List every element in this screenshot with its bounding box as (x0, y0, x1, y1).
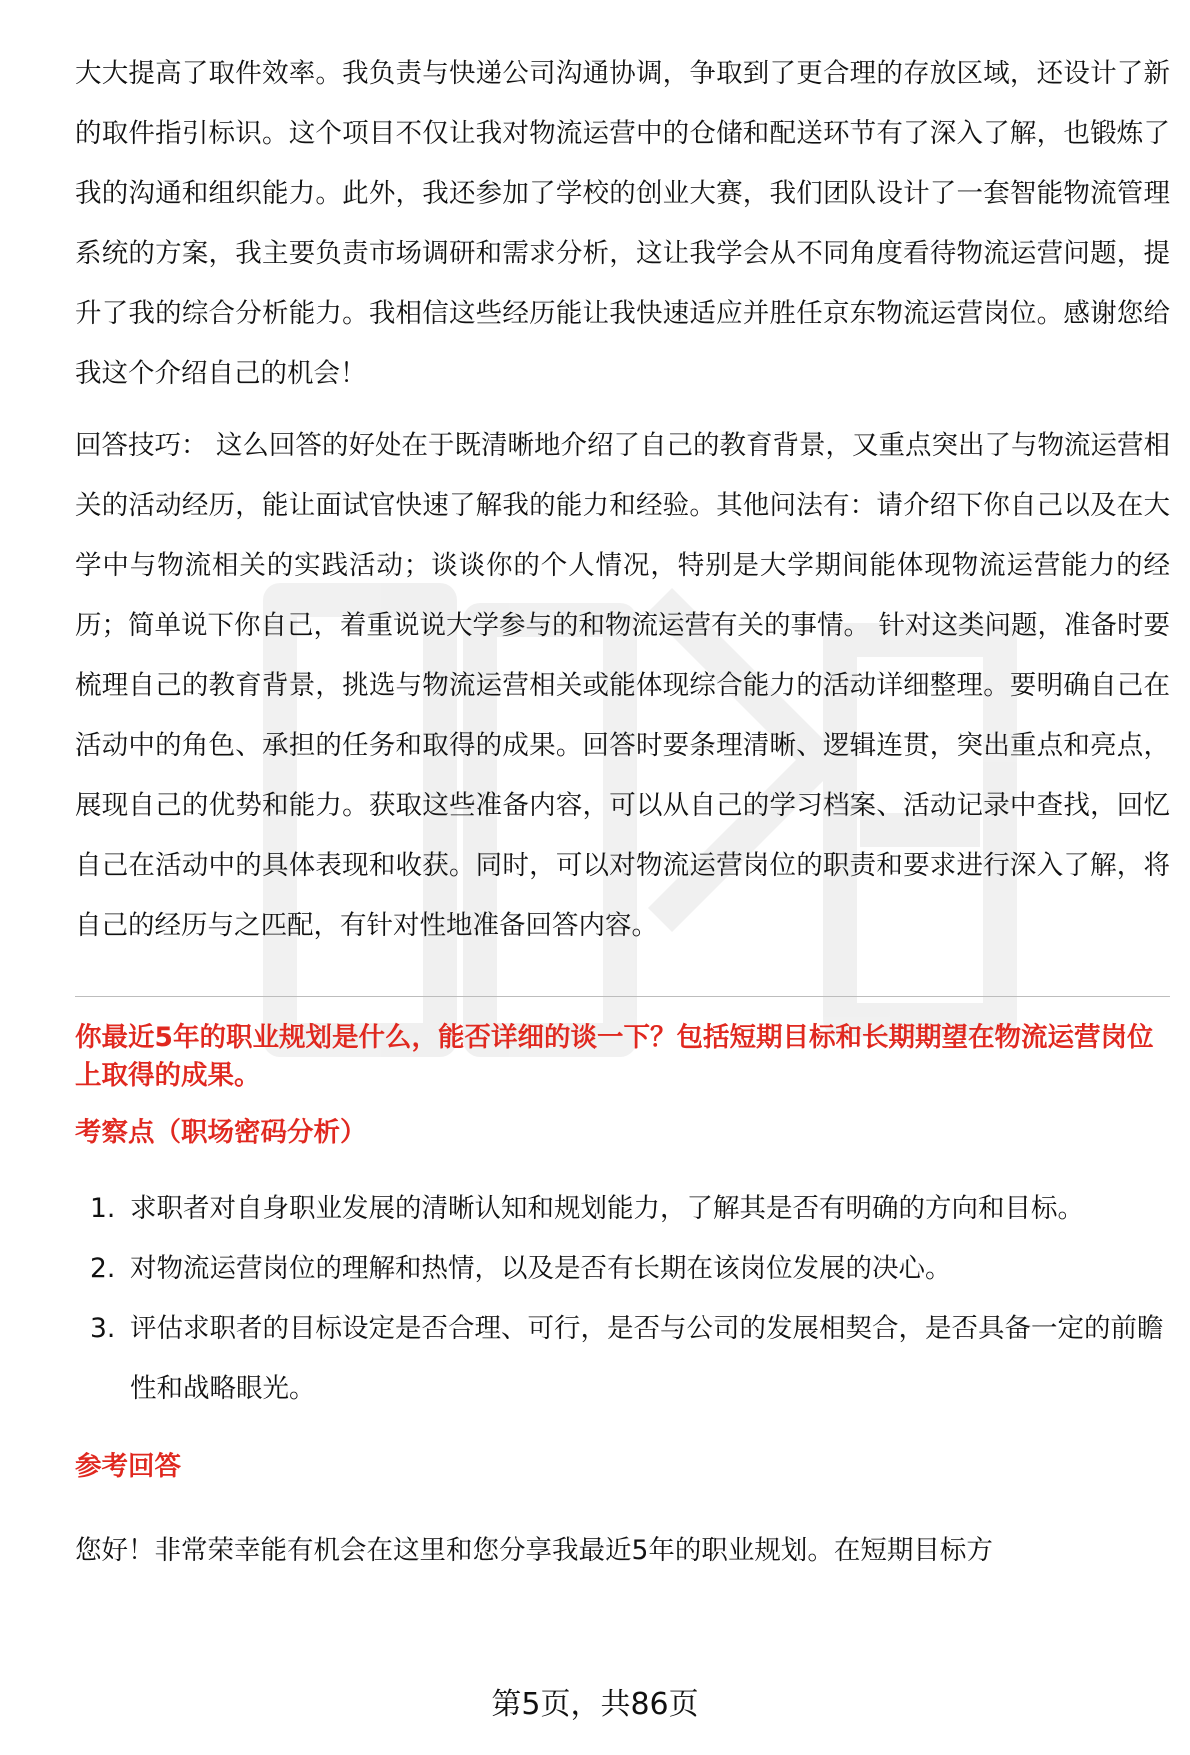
intro-paragraph: 大大提高了取件效率。我负责与快递公司沟通协调，争取到了更合理的存放区域，还设计了新的取件指引标识。这个项目不仅让我对物流运营中的仓储和配送环节有了深入了解，也锻炼了我的沟通和组织能力。此外，我还参加了学校的创业大赛，我们团队设计了一套智能物流管理系统的方案，我主要负责市场调研和需求分析，这让我学会从不同角度看待物流运营问题，提升了我的综合分析能力。我相信这些经历能让我快速适应并胜任京东物流运营岗位。感谢您给我这个介绍自己的机会！ (75, 58, 1170, 389)
list-item (75, 1239, 1170, 1299)
analysis-points-list (75, 1179, 1170, 1419)
list-item (75, 1299, 1170, 1419)
list-item-number: 3. (90, 1313, 116, 1344)
reference-answer-text (75, 1505, 1170, 1566)
list-item-text: 求职者对自身职业发展的清晰认知和规划能力，了解其是否有明确的方向和目标。 (130, 1193, 1084, 1224)
list-item (75, 1179, 1170, 1239)
interview-question: 你最近5年的职业规划是什么，能否详细的谈一下？包括短期目标和长期期望在物流运营岗位上取得的成果。 (75, 1022, 1154, 1091)
section-divider (75, 996, 1170, 997)
reference-answer-clipped-line: 您好！非常荣幸能有机会在这里和您分享我最近5年的职业规划。在短期目标方 (75, 1535, 993, 1566)
answer-tips-paragraph: 回答技巧： 这么回答的好处在于既清晰地介绍了自己的教育背景，又重点突出了与物流运营相关的活动经历，能让面试官快速了解我的能力和经验。其他问法有：请介绍下你自己以及在大学中与物流相关的实践活动；谈谈你的个人情况，特别是大学期间能体现物流运营能力的经历；简单说下你自己，着重说说大学参与的和物流运营有关的事情。 针对这类问题，准备时要梳理自己的教育背景，挑选与物流运营相关或能体现综合能力的活动详细整理。要明确自己在活动中的角色、承担的任务和取得的成果。回答时要条理清晰、逻辑连贯，突出重点和亮点，展现自己的优势和能力。获取这些准备内容，可以从自己的学习档案、活动记录中查找，回忆自己在活动中的具体表现和收获。同时，可以对物流运营岗位的职责和要求进行深入了解，将自己的经历与之匹配，有针对性地准备回答内容。 (75, 430, 1170, 941)
analysis-heading: 考察点（职场密码分析） (75, 1117, 367, 1148)
list-item-number: 1. (90, 1193, 116, 1224)
list-item-text: 评估求职者的目标设定是否合理、可行，是否与公司的发展相契合，是否具备一定的前瞻性和战略眼光。 (130, 1313, 1164, 1404)
page-number-footer: 第5页，共86页 (491, 1687, 699, 1722)
list-item-number: 2. (90, 1253, 116, 1284)
list-item-text: 对物流运营岗位的理解和热情，以及是否有长期在该岗位发展的决心。 (130, 1253, 952, 1284)
main-content (75, 44, 1170, 1566)
reference-answer-heading: 参考回答 (75, 1451, 181, 1482)
